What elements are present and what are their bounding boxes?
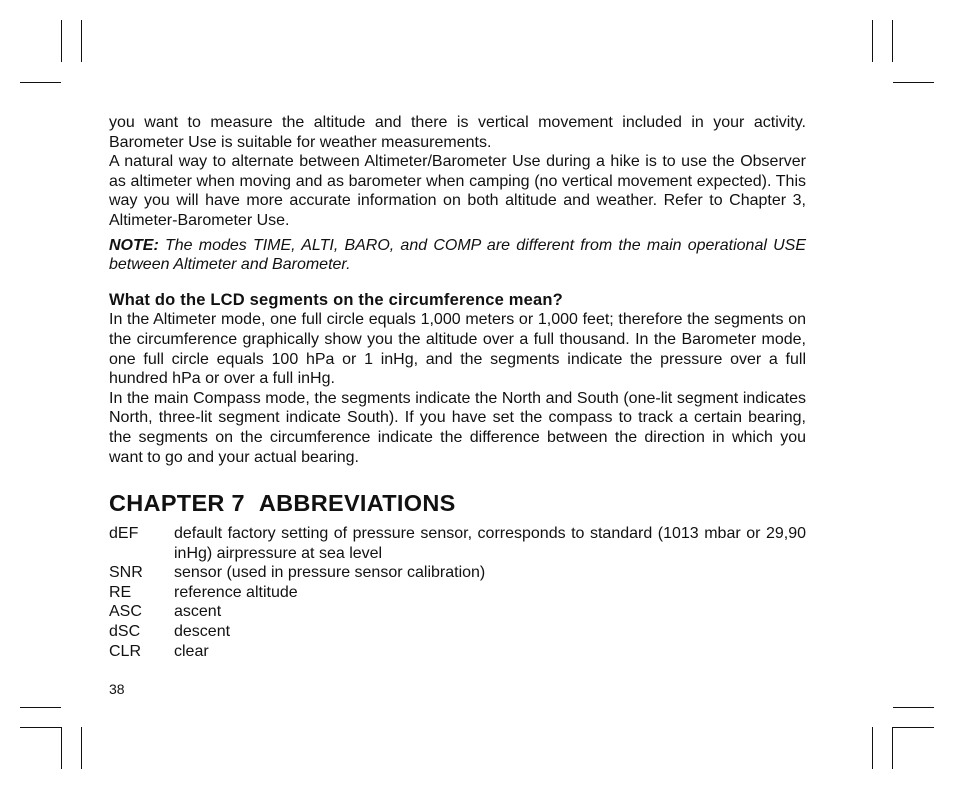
- abbreviation-definition: clear: [174, 642, 209, 660]
- abbreviation-code: dEF: [109, 525, 139, 543]
- crop-mark: [893, 727, 934, 728]
- section-heading: What do the LCD segments on the circumference mean?: [109, 290, 563, 309]
- crop-mark: [61, 727, 62, 769]
- crop-mark: [81, 20, 82, 62]
- page-number: 38: [109, 681, 125, 697]
- note-text: The modes TIME, ALTI, BARO, and COMP are different from the main operational USE between Altimeter and Barometer.: [109, 236, 806, 274]
- abbreviation-item: [109, 583, 806, 603]
- abbreviation-code: CLR: [109, 642, 142, 660]
- chapter-number: CHAPTER 7: [109, 490, 245, 517]
- crop-mark: [892, 727, 893, 769]
- abbreviation-definition: ascent: [174, 603, 222, 621]
- abbreviation-code: SNR: [109, 564, 143, 582]
- note-paragraph: [109, 236, 806, 275]
- crop-mark: [20, 727, 61, 728]
- abbreviation-definition: descent: [174, 623, 231, 641]
- body-paragraph: In the main Compass mode, the segments indicate the North and South (one-lit segment indicates North, three-lit segment indicate South). If you have set the compass to track a certain bearing, the segments on the circumference indicate the difference between the direction in which you want to go and your actual bearing.: [109, 389, 806, 466]
- abbreviation-code: RE: [109, 583, 132, 601]
- abbreviation-code: dSC: [109, 623, 141, 641]
- body-paragraph: you want to measure the altitude and there is vertical movement included in your activity. Barometer Use is suitable for weather measurements.: [109, 114, 806, 151]
- chapter-heading: [109, 489, 806, 517]
- abbreviation-item: [109, 622, 806, 642]
- crop-mark: [20, 82, 61, 83]
- crop-mark: [893, 82, 934, 83]
- crop-mark: [872, 20, 873, 62]
- crop-mark: [872, 727, 873, 769]
- abbreviation-item: [109, 602, 806, 622]
- abbreviation-item: [109, 563, 806, 583]
- abbreviation-definition: sensor (used in pressure sensor calibration): [174, 564, 486, 582]
- crop-mark: [20, 707, 61, 708]
- abbreviation-item: [109, 642, 806, 662]
- note-label: NOTE:: [109, 236, 159, 254]
- page-content: [109, 113, 806, 661]
- abbreviation-list: [109, 524, 806, 661]
- crop-mark: [61, 20, 62, 62]
- abbreviation-item: [109, 524, 806, 563]
- abbreviation-definition: default factory setting of pressure sensor, corresponds to standard (1013 mbar or 29,90 inHg) airpressure at sea level: [174, 525, 806, 562]
- abbreviation-code: ASC: [109, 603, 142, 621]
- body-paragraph: In the Altimeter mode, one full circle equals 1,000 meters or 1,000 feet; therefore the segments on the circumference graphically show you the altitude over a full thousand. In the Barometer mode, one full circle equals 100 hPa or 1 inHg, and the segments indicate the pressure over a full hundred hPa or over a full inHg.: [109, 311, 806, 388]
- crop-mark: [892, 20, 893, 62]
- body-paragraph: A natural way to alternate between Altimeter/Barometer Use during a hike is to use the Observer as altimeter when moving and as barometer when camping (no vertical movement expected). This way you will have more accurate information on both altitude and weather. Refer to Chapter 3, Altimeter-Barometer Use.: [109, 153, 806, 229]
- crop-mark: [81, 727, 82, 769]
- chapter-title: ABBREVIATIONS: [258, 490, 456, 517]
- crop-mark: [893, 707, 934, 708]
- abbreviation-definition: reference altitude: [174, 583, 298, 601]
